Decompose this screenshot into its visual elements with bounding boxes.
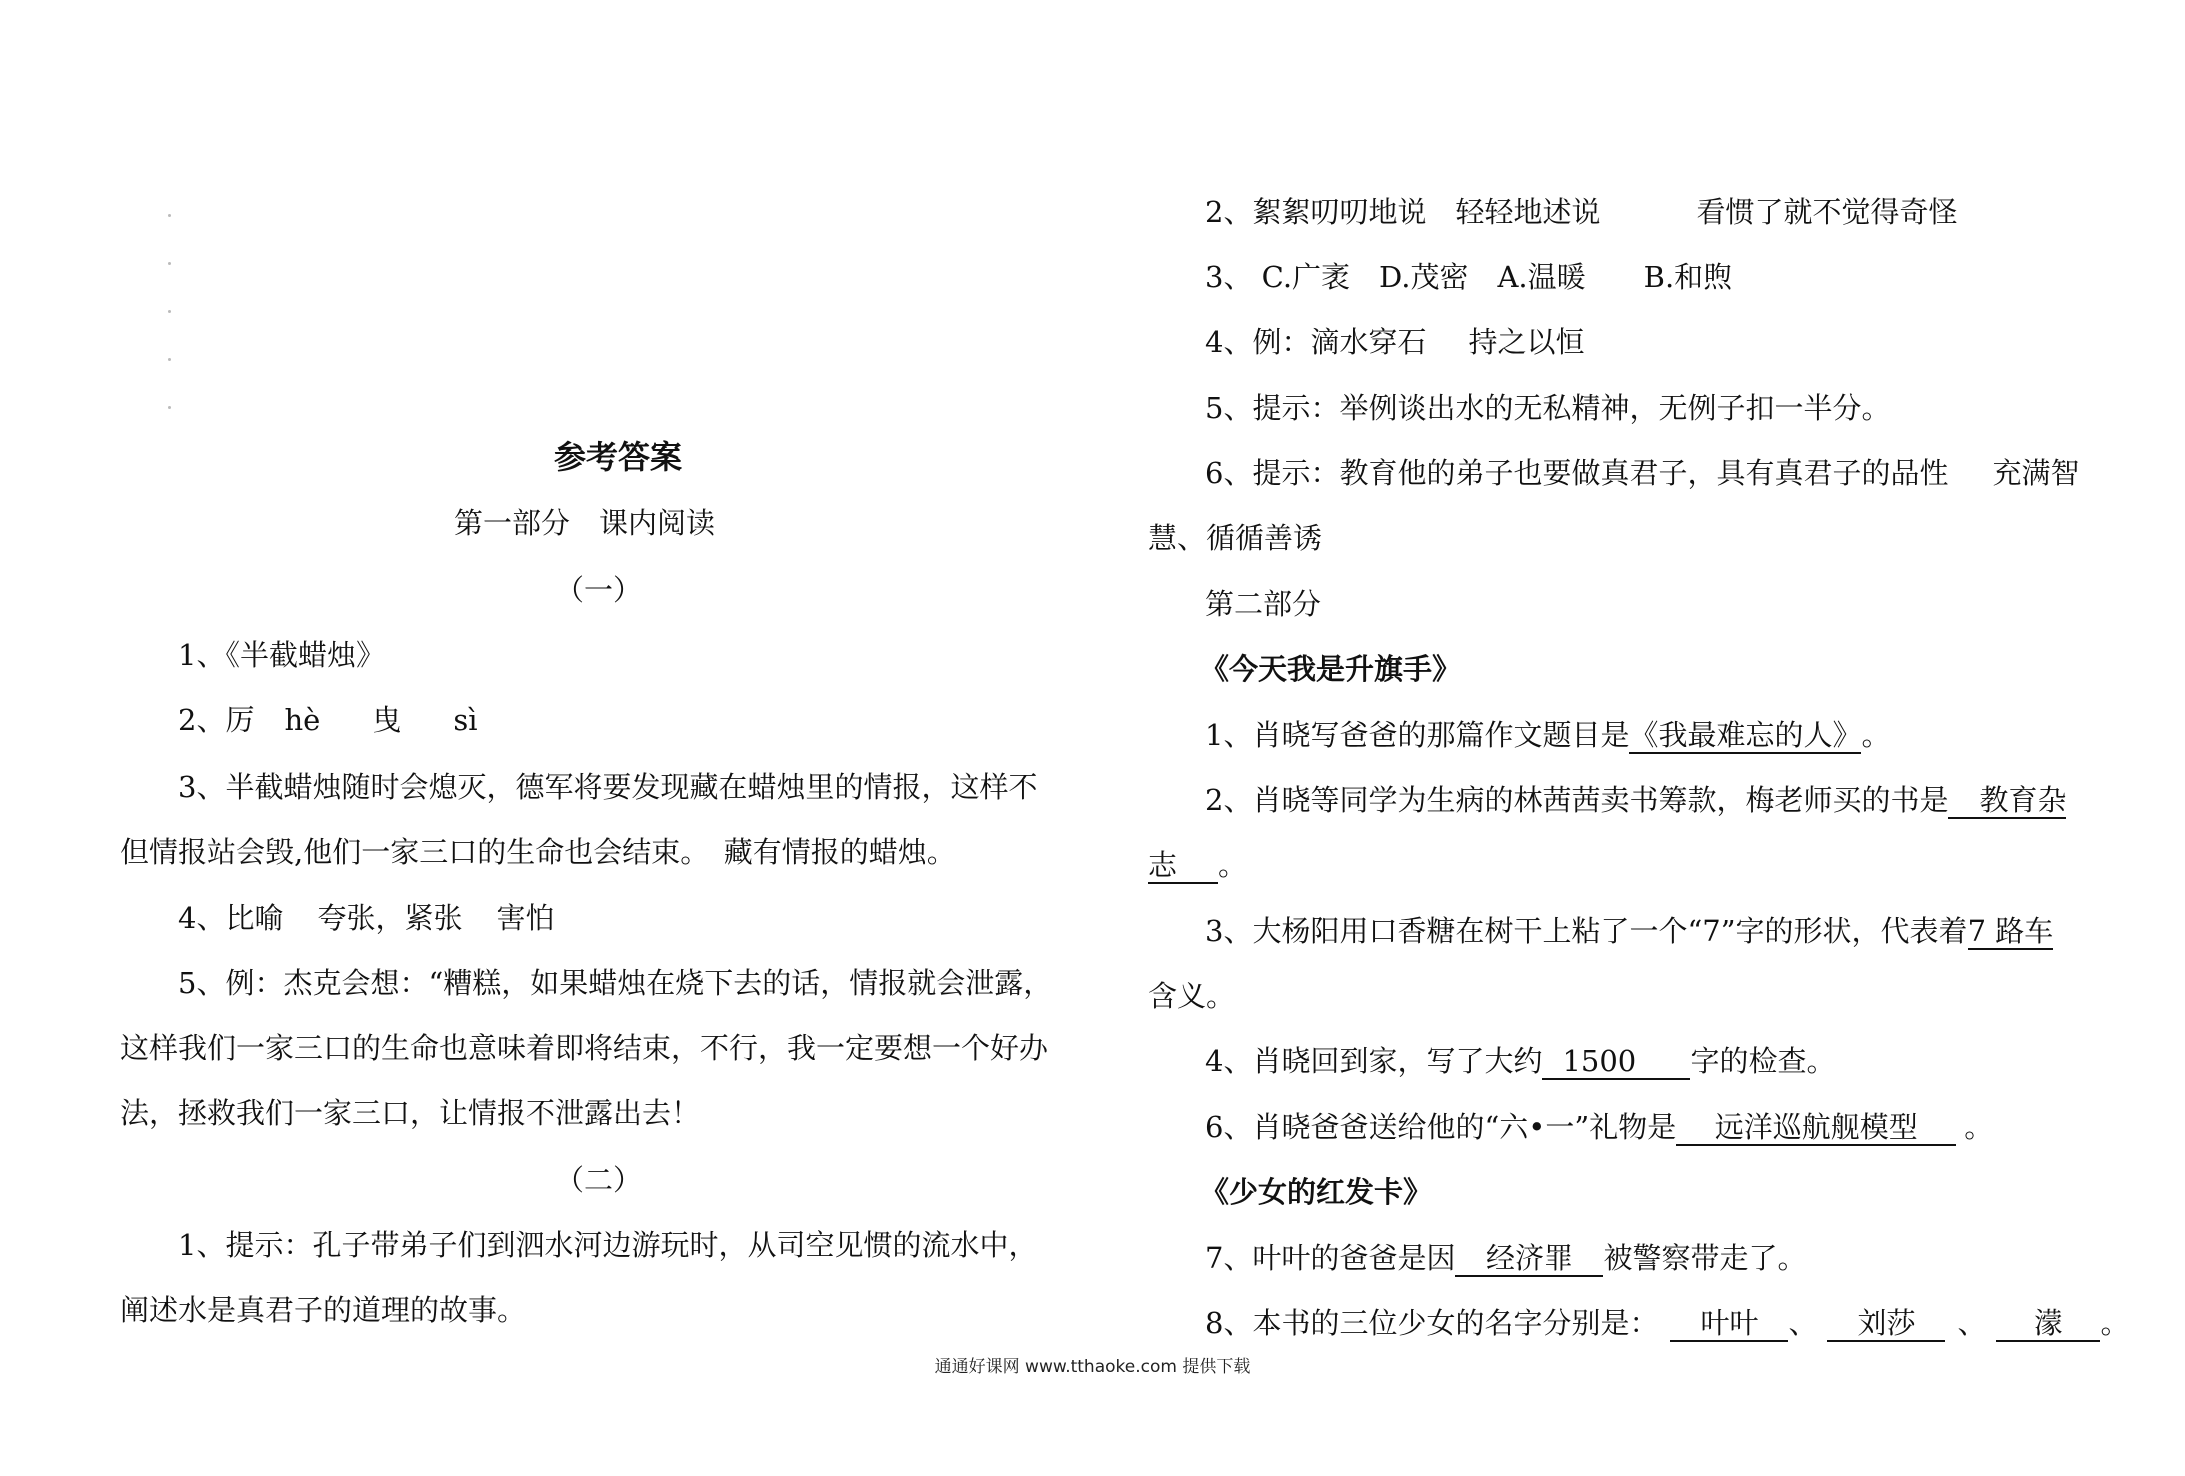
answer-text: 3、大杨阳用口香糖在树干上粘了一个“7”字的形状，代表着 <box>1205 914 1968 948</box>
answer-line <box>1148 845 1247 885</box>
answer-line <box>1205 1107 1993 1147</box>
fill-in-answer: 濛 <box>1996 1306 2100 1342</box>
page-title: 参考答案 <box>554 438 683 476</box>
answer-text: 字的检查。 <box>1690 1044 1836 1078</box>
fill-in-answer: 经济罪 <box>1455 1241 1603 1277</box>
answer-text: 夸张，紧张 <box>317 901 463 935</box>
fill-in-answer: 《我最难忘的人》 <box>1629 718 1862 752</box>
answer-line <box>1205 911 2053 951</box>
answer-line: 这样我们一家三口的生命也意味着即将结束，不行，我一定要想一个好办 <box>120 1031 1049 1065</box>
answer-text: 7、叶叶的爸爸是因 <box>1205 1241 1456 1275</box>
answer-text: 4、比喻 <box>178 901 284 935</box>
page-footer: 通通好课网 www.tthaoke.com 提供下载 <box>934 1357 1251 1377</box>
answer-text: 2、厉 <box>178 703 255 737</box>
answer-text: 6、提示：教育他的弟子也要做真君子，具有真君子的品性 <box>1205 456 1949 490</box>
answer-line <box>178 700 477 740</box>
fill-in-answer: 1500 <box>1542 1044 1690 1080</box>
subsection-heading: （二） <box>555 1163 643 1197</box>
answer-text: 8、本书的三位少女的名字分别是： <box>1205 1306 1659 1340</box>
answer-text: 2、肖晓等同学为生病的林茜茜卖书筹款，梅老师买的书是 <box>1205 783 1949 817</box>
answer-line <box>1205 1303 2130 1343</box>
answer-text: 看惯了就不觉得奇怪 <box>1696 195 1958 229</box>
pinyin: hè <box>284 703 321 737</box>
answer-line <box>1205 322 1584 362</box>
answer-line: 3、半截蜡烛随时会熄灭，德军将要发现藏在蜡烛里的情报，这样不 <box>178 770 1038 804</box>
answer-text: 、 <box>1957 1306 1987 1340</box>
answer-line: 含义。 <box>1148 979 1236 1013</box>
answer-text: 被警察带走了。 <box>1603 1241 1807 1275</box>
answer-text: 。 <box>1964 1110 1994 1144</box>
answer-text: 充满智 <box>1992 456 2080 490</box>
fill-in-answer: 教育杂 <box>1948 783 2066 819</box>
answer-line: 5、例：杰克会想：“糟糕，如果蜡烛在烧下去的话，情报就会泄露， <box>178 966 1053 1000</box>
margin-dot <box>168 310 171 313</box>
margin-dot <box>168 406 171 409</box>
answer-text: 害怕 <box>496 901 555 935</box>
section-heading: 第一部分 课内阅读 <box>454 506 716 540</box>
answer-line <box>1205 192 1957 232</box>
margin-dot <box>168 262 171 265</box>
answer-text: 。 <box>1218 848 1248 882</box>
answer-text: 1、肖晓写爸爸的那篇作文题目是 <box>1205 718 1630 752</box>
answer-text: 。 <box>2100 1306 2130 1340</box>
answer-text: 。 <box>1861 718 1891 752</box>
fill-in-answer: 远洋巡航舰模型 <box>1676 1110 1956 1146</box>
fill-in-answer: 志 <box>1148 848 1218 884</box>
answer-line <box>1205 1041 1835 1081</box>
book-heading: 《少女的红发卡》 <box>1200 1175 1433 1209</box>
answer-line: 1、提示：孔子带弟子们到泗水河边游玩时，从司空见惯的流水中， <box>178 1228 1038 1262</box>
answer-text: 曳 <box>372 703 402 737</box>
answer-line: 慧、循循善诱 <box>1148 521 1323 555</box>
answer-text: 4、肖晓回到家，写了大约 <box>1205 1044 1543 1078</box>
fill-in-answer: 7 路车 <box>1967 914 2054 948</box>
answer-text: 4、例：滴水穿石 <box>1205 325 1427 359</box>
fill-in-answer: 叶叶 <box>1670 1306 1788 1342</box>
pinyin: sì <box>453 703 478 737</box>
fill-in-answer: 刘莎 <box>1827 1306 1945 1342</box>
answer-line: 5、提示：举例谈出水的无私精神，无例子扣一半分。 <box>1205 391 1891 425</box>
margin-dot <box>168 358 171 361</box>
answer-line: 但情报站会毁,他们一家三口的生命也会结束。 藏有情报的蜡烛。 <box>120 835 956 869</box>
book-heading: 《今天我是升旗手》 <box>1200 652 1462 686</box>
margin-dot <box>168 214 171 217</box>
answer-line <box>1205 715 1890 755</box>
subsection-heading: （一） <box>555 573 643 607</box>
answer-line <box>1205 453 2079 493</box>
answer-line: 法，拯救我们一家三口，让情报不泄露出去！ <box>120 1096 701 1130</box>
answer-text: 6、肖晓爸爸送给他的“六•一”礼物是 <box>1205 1110 1677 1144</box>
section-heading: 第二部分 <box>1205 587 1322 621</box>
answer-text: 、 <box>1788 1306 1818 1340</box>
answer-line <box>178 898 554 938</box>
answer-line: 1、《半截蜡烛》 <box>178 638 385 672</box>
answer-text: 2、絮絮叨叨地说 轻轻地述说 <box>1205 195 1601 229</box>
answer-line <box>1205 780 2066 820</box>
answer-line: 3、 C.广袤 D.茂密 A.温暖 B.和煦 <box>1205 260 1733 294</box>
answer-line <box>1205 1238 1806 1278</box>
answer-text: 持之以恒 <box>1468 325 1585 359</box>
answer-line: 阐述水是真君子的道理的故事。 <box>120 1293 527 1327</box>
